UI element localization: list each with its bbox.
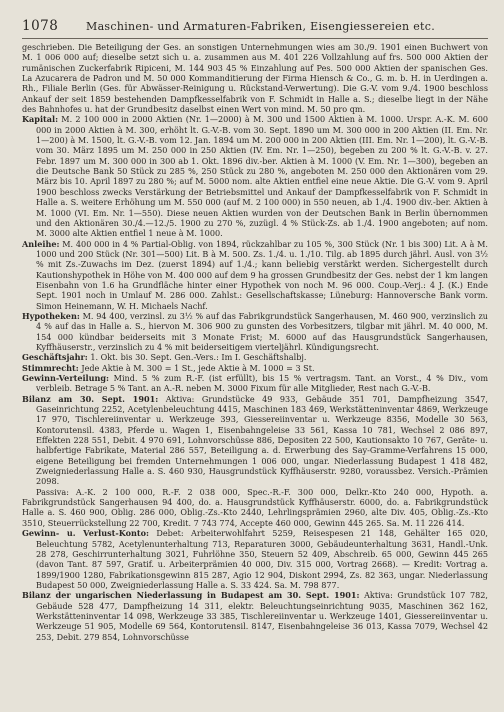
paragraph-intro — [22, 42, 488, 114]
paragraph-text: Debet: Arbeiterwohlfahrt 5259, Reisespesen 21 148, Gehälter 165 020, Beleuchtung 5782, Acetylenunterhaltung 713, Reparaturen 3000, Gebäudeunterhaltung 3631, Handl.-Unk. 28 278, Geschirrunterhaltung 3021, Fuhrlöhne 350, Steuern 52 409, Abschreib. 65 000, Gewinn 445 265 (davon Tant. 87 597, Gratif. u. Arbeiterprämien 40 000, Div. 315 000, Vortrag 2668). — Kredit: Vortrag a. 1899/1900 1280, Fabrikationsgewinn 815 287, Agio 12 904, Diskont 2994, Zs. 82 363, ungar. Niederlassung Budapest 50 000, Zweigniederlassung Halle a. S. 33 424. Sa. M. 798 877. — [36, 528, 488, 590]
paragraph-heading: Geschäftsjahr: — [22, 352, 88, 363]
paragraph-heading: Gewinn-Verteilung: — [22, 373, 110, 383]
paragraph-bilanz — [22, 394, 488, 487]
running-head — [22, 18, 488, 39]
paragraph-text: M. 2 100 000 in 2000 Aktien (Nr. 1—2000) à M. 300 und 1500 Aktien à M. 1000. Urspr. A.-K. M. 600 000 in 2000 Aktien à M. 300, erhöht lt. G.-V.-B. vom 30. Sept. 1890 um M. 300 000 in 200 Aktien (II. Em. Nr. 1—200) à M. 1500, lt. G.-V.-B. vom 12. Jan. 1894 um M. 200 000 in 200 Aktien (III. Em. Nr. 1—200), lt. G.-V.-B. vom 30. März 1895 um M. 250 000 in 250 Aktien (IV. Em. Nr. 1—250), begeben zu 200 % lt. G.-V.-B. v. 27. Febr. 1897 um M. 300 000 in 300 ab 1. Okt. 1896 div.-ber. Aktien à M. 1000 (V. Em. Nr. 1—300), begeben an die Deutsche Bank 50 Stück zu 285 %, 250 Stück zu 280 %, angeboten M. 250 000 den Aktionären vom 29. März bis 10. April 1897 zu 280 %; auf M. 5000 nom. alte Aktien entfiel eine neue Aktie. Die G.-V. vom 9. April 1900 beschloss zwecks Verstärkung der Betriebsmittel und Ankauf der Dampfkesselfabrik von F. Schmidt in Halle a. S. weitere Erhöhung um M. 550 000 (auf M. 2 100 000) in 550 neuen, ab 1./4. 1900 div.-ber. Aktien à M. 1000 (VI. Em. Nr. 1—550). Diese neuen Aktien wurden von der Deutschen Bank in Berlin übernommen und den Aktionären 30./4.—12./5. 1900 zu 270 %, zuzügl. 4 % Stück-Zs. ab 1./4. 1900 angeboten; auf nom. M. 3000 alte Aktien entfiel 1 neue à M. 1000. — [36, 114, 488, 239]
paragraph-geschaeftsjahr — [22, 352, 488, 362]
paragraph-text: M. 94 400, verzinsl. zu 3½ % auf das Fabrikgrundstück Sangerhausen, M. 460 900, verzinslich zu 4 % auf das in Halle a. S., hiervon M. 306 900 zu gunsten des Vorbesitzers, tilgbar mit jährl. M. 40 000, M. 154 000 kündbar beiderseits mit 3 Monate Frist; M. 6000 auf das Hausgrundstück Sangerhausen, Kyffhäuserstr., verzinslich zu 4 % mit beiderseitigem vierteljährl. Kündigungsrecht. — [36, 310, 488, 352]
paragraph-gewinn-verlust — [22, 528, 488, 590]
paragraph-text: geschrieben. Die Beteiligung der Ges. an sonstigen Unternehmungen wies am 30./9. 1901 einen Buchwert von M. 1 006 000 auf; dieselbe setzt sich u. a. zusammen aus M. 401 226 Vollzahlung auf frs. 500 000 Aktien der rumänischen Zuckerfabrik Ripiceni, M. 144 903 45 % Einzahlung auf Pes. 500 000 Aktien der spanischen Ges. La Azucarera de Padron und M. 50 000 Kommanditierung der Firma Hiensch & Co., G. m. b. H. in Uerdingen a. Rh., Filiale Berlin (Ges. für Abwässer-Reinigung u. Rückstand-Verwertung). Die G.-V. vom 9./4. 1900 beschloss Ankauf der seit 1859 bestehenden Dampfkesselfabrik von F. Schmidt in Halle a. S.; dieselbe liegt in der Nähe des Bahnhofes u. hat der Grundbesitz daselbst einen Wert von mind. M. 50 pro qm. — [22, 42, 488, 115]
paragraph-anleihe — [22, 239, 488, 311]
paragraph-text: Aktiva: Grundstücke 49 933, Gebäude 351 701, Dampfheizung 3547, Gaseinrichtung 2252, Acetylenbeleuchtung 4415, Maschinen 183 469, Werkstätteninventar 4869, Werkzeuge 17 970, Tischlereiinventar u. Werkzeuge 393, Giessereiinventar u. Werkzeuge 8356, Modelle 30 563, Kontorutensil. 4383, Pferde u. Wagen 1, Eisenbahngeleise 33 561, Kassa 10 781, Wechsel 2 086 897, Effekten 228 551, Debit. 4 970 691, Lohnvorschüsse 886, Depositen 22 500, Kautionsakto 10 767, Geräte- u. halbfertige Fabrikate, Material 286 557, Beteiligung a. d. Erwerbung des Say-Gramme-Verfahrens 15 000, eigene Beteiligung bei fremden Unternehmungen 1 006 000, ungar. Niederlassung Budapest 1 418 482, Zweigniederlassung Halle a. S. 460 930, Hausgrundstück Kyffhäuserstr. 9280, voraussbez. Versich.-Prämien 2098. — [36, 393, 488, 487]
paragraph-hypotheken — [22, 311, 488, 352]
paragraph-text: Mind. 5 % zum R.-F. (ist erfüllt), bis 15 % vertragsm. Tant. an Vorst., 4 % Div., vom verbleib. Betrage 5 % Tant. an A.-R. neben M. 3000 Fixum für alle Mitglieder, Rest nach G.-V.-B. — [36, 373, 488, 394]
paragraph-text: M. 400 000 in 4 % Partial-Oblig. von 1894, rückzahlbar zu 105 %, 300 Stück (Nr. 1 bis 300) Lit. A à M. 1000 und 200 Stück (Nr. 301—500) Lit. B à M. 500. Zs. 1./4. u. 1./10. Tilg. ab 1895 durch jährl. Ausl. von 3½ % mit Zs.-Zuwachs im Dez. (zuerst 1894) auf 1./4.; kann beliebig verstärkt werden. Sichergestellt durch Kautionshypothek in Höhe von M. 400 000 auf dem 9 ha grossen Grundbesitz der Ges. nebst der 1 km langen Eisenbahn von 1.6 ha Grundfläche hinter einer Hypothek von noch M. 96 000. Coup.-Verj.: 4 J. (K.) Ende Sept. 1901 noch in Umlauf M. 286 000. Zahlst.: Gesellschaftskasse; Lüneburg: Hannoversche Bank vorm. Simon Heinemann, W. H. Michaels Nachf. — [36, 238, 488, 311]
running-title: Maschinen- und Armaturen-Fabriken, Eisengiessereien etc. — [86, 20, 436, 33]
paragraph-stimmrecht — [22, 363, 488, 373]
paragraph-kapital — [22, 114, 488, 238]
paragraph-heading: Gewinn- u. Verlust-Konto: — [22, 528, 149, 539]
paragraph-text: 1. Okt. bis 30. Sept. Gen.-Vers.: Im I. Geschäftshalbj. — [90, 352, 307, 363]
body-text — [22, 42, 488, 642]
paragraph-heading: Bilanz der ungarischen Niederlassung in Budapest am 30. Sept. 1901: — [22, 590, 360, 601]
paragraph-gewinn-verteilung — [22, 373, 488, 394]
paragraph-heading: Kapital: — [22, 114, 59, 125]
paragraph-text: Aktiva: Grundstück 107 782, Gebäude 528 477, Dampfheizung 14 311, elektr. Beleuchtungseinrichtung 9035, Maschinen 362 162, Werkstätteninventar 14 098, Werkzeuge 33 385, Tischlereiinventar u. Werkzeuge 1401, Giessereiinventar u. Werkzeuge 51 905, Modelle 69 564, Kontorutensil. 8147, Eisenbahngeleise 36 013, Kassa 7079, Wechsel 42 253, Debit. 279 854, Lohnvorschüsse — [36, 590, 488, 642]
paragraph-heading: Stimmrecht: — [22, 362, 79, 373]
paragraph-passiva — [22, 487, 488, 528]
page-number: 1078 — [22, 18, 59, 34]
paragraph-heading: Anleihe: — [22, 238, 60, 249]
paragraph-heading: Bilanz am 30. Sept. 1901: — [22, 393, 159, 404]
paragraph-text: Jede Aktie à M. 300 = 1 St., jede Aktie à M. 1000 = 3 St. — [81, 362, 315, 373]
paragraph-heading: Hypotheken: — [22, 310, 80, 321]
paragraph-bilanz-budapest — [22, 590, 488, 642]
paragraph-text: Passiva: A.-K. 2 100 000, R.-F. 2 038 000, Spec.-R.-F. 300 000, Delkr.-Kto 240 000, Hypoth. a. Fabrikgrundstück Sangerhausen 94 400, do. a. Hausgrundstück Kyffhäuserstr. 6000, do. a. Fabrikgrundstück Halle a. S. 460 900, Oblig. 286 000, Oblig.-Zs.-Kto 2440, Lehrlingsprämien 2960, alte Div. 405, Oblig.-Zs.-Kto 3510, Steuerrückstellung 22 700, Kredit. 7 743 774, Accepte 460 000, Gewinn 445 265. Sa. M. 11 226 414. — [22, 486, 488, 528]
